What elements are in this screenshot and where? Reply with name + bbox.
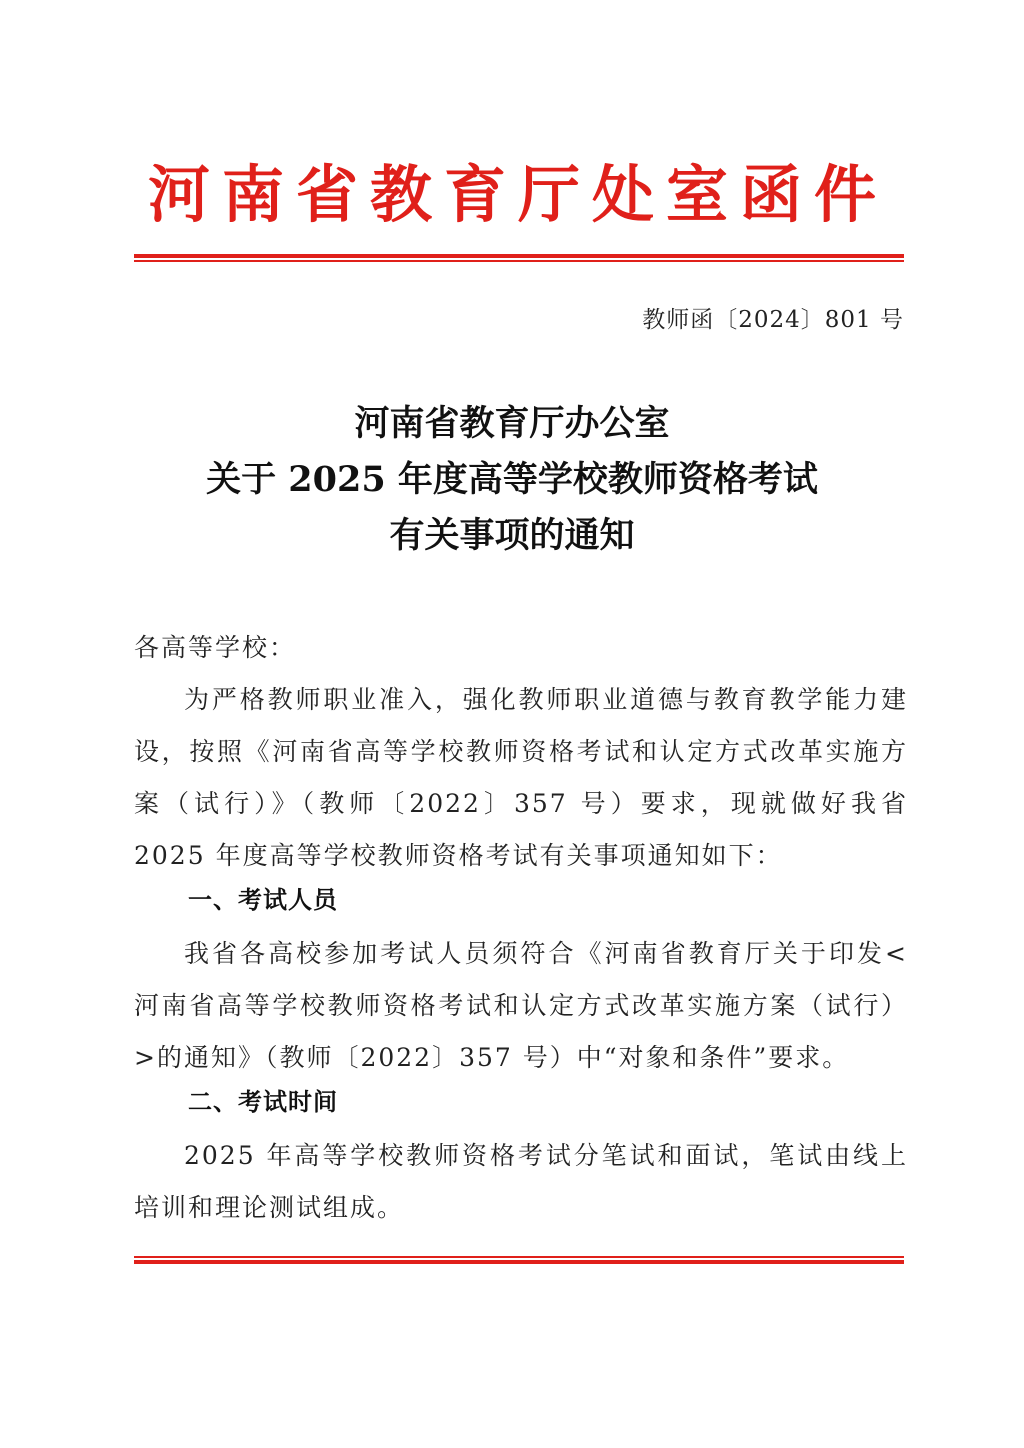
title-line-3: 有关事项的通知 [389, 515, 635, 556]
paragraph-intro: 为严格教师职业准入，强化教师职业道德与教育教学能力建设，按照《河南省高等学校教师资格考试和认定方式改革实施方案（试行）》（教师〔2022〕357 号）要求，现就做好我省 2025 年度高等学校教师资格考试有关事项通知如下： [134, 685, 908, 870]
letterhead-title: 河南省教育厅处室函件 [147, 158, 888, 231]
section-heading-exam-personnel: 一、考试人员 [188, 886, 338, 914]
document-title [0, 396, 1024, 564]
title-line-1: 河南省教育厅办公室 [354, 403, 670, 444]
paragraph-exam-time: 2025 年高等学校教师资格考试分笔试和面试，笔试由线上培训和理论测试组成。 [134, 1141, 908, 1222]
red-rule-thin [134, 260, 904, 262]
paragraph-exam-personnel: 我省各高校参加考试人员须符合《河南省教育厅关于印发<河南省高等学校教师资格考试和认定方式改革实施方案（试行）>的通知》（教师〔2022〕357 号）中“对象和条件”要求。 [134, 939, 908, 1072]
document-number: 教师函〔2024〕801 号 [642, 307, 904, 333]
footer-red-rule [134, 1256, 904, 1264]
red-rule-thick [134, 1260, 904, 1264]
salutation: 各高等学校： [134, 633, 297, 662]
section-heading-exam-time: 二、考试时间 [188, 1088, 338, 1116]
letterhead-red-rule [134, 254, 904, 262]
title-line-2: 关于 2025 年度高等学校教师资格考试 [206, 459, 818, 500]
